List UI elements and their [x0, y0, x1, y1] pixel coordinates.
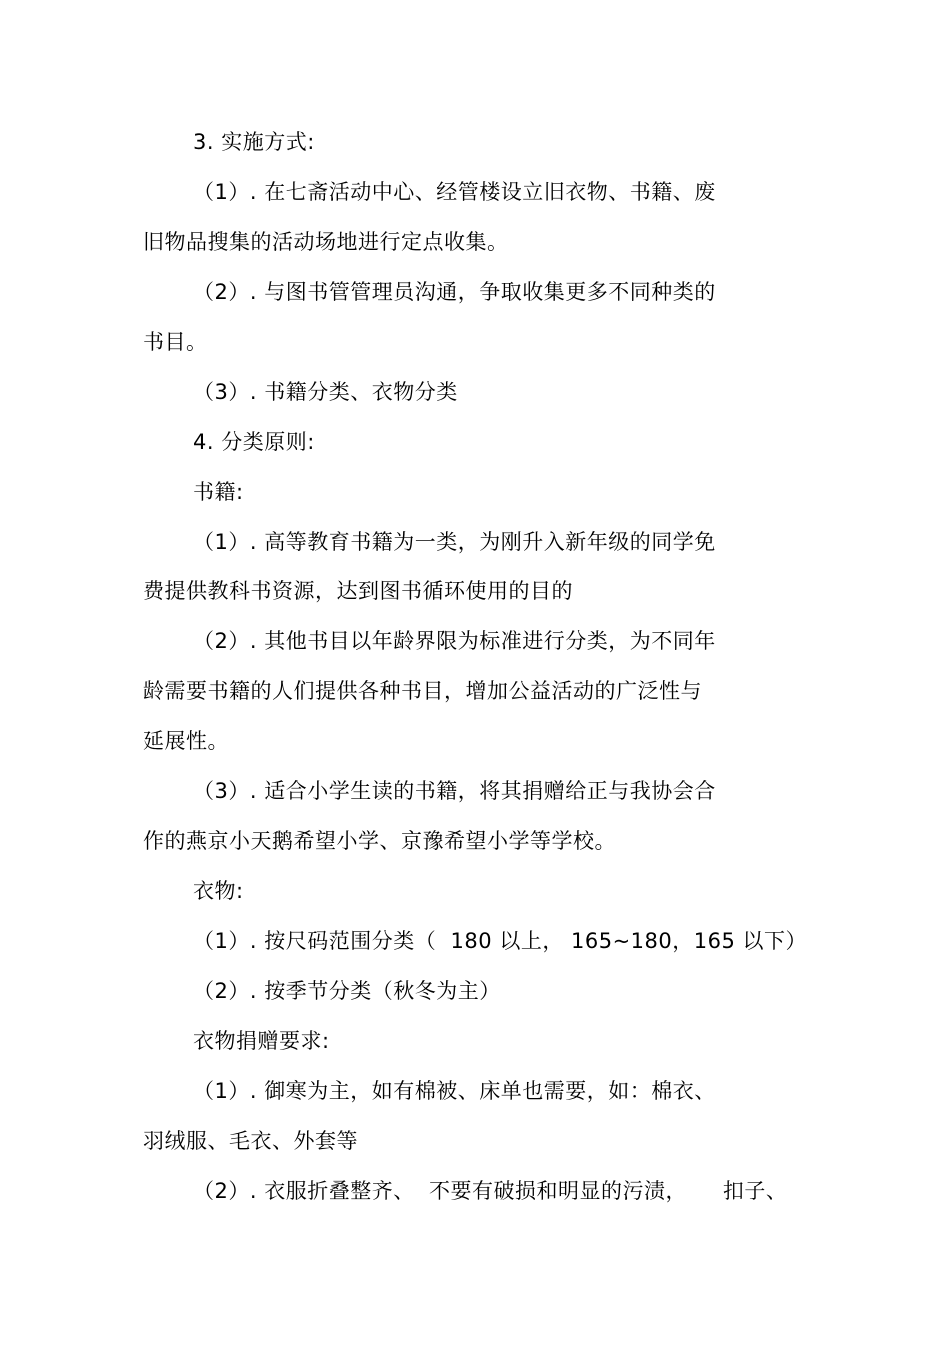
section-heading-classification: 4. 分类原则: — [193, 430, 315, 454]
section-heading-implementation: 3. 实施方式: — [193, 130, 315, 154]
paragraph-line: （2）. 衣服折叠整齐、 不要有破损和明显的污渍， 扣子、 — [193, 1179, 788, 1203]
paragraph-line: 延展性。 — [143, 729, 229, 753]
paragraph-line: 龄需要书籍的人们提供各种书目，增加公益活动的广泛性与 — [143, 679, 702, 703]
paragraph-line: 书目。 — [143, 330, 208, 354]
paragraph-line: （2）. 与图书管管理员沟通，争取收集更多不同种类的 — [193, 280, 716, 304]
subheading-books: 书籍: — [193, 480, 244, 504]
paragraph-line: （2）. 按季节分类（秋冬为主） — [193, 979, 501, 1003]
paragraph-line: （2）. 其他书目以年龄界限为标准进行分类，为不同年 — [193, 629, 716, 653]
paragraph-line: （3）. 适合小学生读的书籍，将其捐赠给正与我协会合 — [193, 779, 716, 803]
paragraph-line: 旧物品搜集的活动场地进行定点收集。 — [143, 230, 509, 254]
paragraph-line: （1）. 在七斋活动中心、经管楼设立旧衣物、书籍、废 — [193, 180, 716, 204]
paragraph-line: （3）. 书籍分类、衣物分类 — [193, 380, 458, 404]
paragraph-line: （1）. 按尺码范围分类（ 180 以上， 165~180，165 以下） — [193, 929, 808, 953]
paragraph-line: 费提供教科书资源，达到图书循环使用的目的 — [143, 579, 573, 603]
subheading-clothing-requirements: 衣物捐赠要求: — [193, 1029, 330, 1053]
paragraph-line: 羽绒服、毛衣、外套等 — [143, 1129, 358, 1153]
paragraph-line: 作的燕京小天鹅希望小学、京豫希望小学等学校。 — [143, 829, 616, 853]
paragraph-line: （1）. 御寒为主，如有棉被、床单也需要，如：棉衣、 — [193, 1079, 716, 1103]
paragraph-line: （1）. 高等教育书籍为一类，为刚升入新年级的同学免 — [193, 530, 716, 554]
subheading-clothing: 衣物: — [193, 879, 244, 903]
